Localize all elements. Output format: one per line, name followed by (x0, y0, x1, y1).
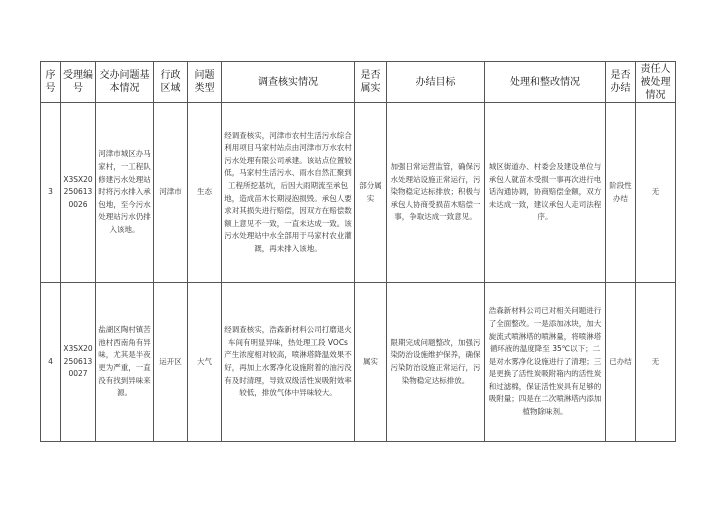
cell-type: 大气 (188, 283, 222, 442)
cell-is-true: 属实 (355, 283, 387, 442)
table-row (41, 103, 676, 283)
cell-investigation: 经调查核实，浩森新材料公司打磨退火车间有明显异味，热处理工段 VOCs 产生浓度相对较高，喷淋塔降温效果不好，再加上水雾净化设施附着的油污没有及时清理，导致双级活性炭吸附效率较低，排放气体中异味较大。 (222, 283, 355, 442)
cell-seq: 3 (41, 103, 61, 283)
cell-region: 运开区 (154, 283, 188, 442)
header-accountability: 责任人被处理情况 (636, 62, 676, 103)
header-region: 行政区域 (154, 62, 188, 103)
header-goal: 办结目标 (387, 62, 485, 103)
cell-handling: 城区街道办、村委会及建设单位与承包人就苗木受损一事再次进行电话沟通协调，协商赔偿金额，双方未达成一致，建议承包人走司法程序。 (485, 103, 606, 283)
cell-handling: 浩森新材料公司已对相关问题进行了全面整改。一是添加冰块，加大旋流式喷淋塔的喷淋量，将喷淋塔循环液的温度降至 35℃以下；二是对水雾净化设施进行了清理；三是更换了活性炭吸附箱内的活性炭和过滤棉，保证活性炭具有足够的吸附量；四是在二次喷淋塔内添加植物除味剂。 (485, 283, 606, 442)
header-row (41, 62, 676, 103)
cell-region: 河津市 (154, 103, 188, 283)
header-concluded: 是否办结 (606, 62, 636, 103)
cell-code: X3SX202506130026 (61, 103, 96, 283)
header-code: 受理编号 (61, 62, 96, 103)
table-row (41, 283, 676, 442)
cell-concluded: 已办结 (606, 283, 636, 442)
cell-investigation: 经调查核实，河津市农村生活污水综合利用项目马家村站点由河津市万水农村污水处理有限公司承建。该站点位置较低，马家村生活污水、雨水自然汇聚到工程所挖基坑，后因大雨期流至承包地，造成苗木长期浸泡损毁。承包人要求对其损失进行赔偿，因双方在赔偿数额上意见不一致，一直未达成一致。该污水处理站中水全部用于马家村农业灌溉，再未排入该地。 (222, 103, 355, 283)
cell-goal: 加强日常运营监管，确保污水处理站设施正常运行，污染物稳定达标排放；积极与承包人协商受损苗木赔偿一事，争取达成一致意见。 (387, 103, 485, 283)
header-issue: 交办问题基本情况 (96, 62, 154, 103)
cell-type: 生态 (188, 103, 222, 283)
cell-issue: 河津市城区办马家村，一工程队修建污水处理站时将污水排入承包地，至今污水处理站污水仍排入该地。 (96, 103, 154, 283)
header-handling: 处理和整改情况 (485, 62, 606, 103)
cell-accountability: 无 (636, 283, 676, 442)
cell-seq: 4 (41, 283, 61, 442)
cell-concluded: 阶段性办结 (606, 103, 636, 283)
cell-is-true: 部分属实 (355, 103, 387, 283)
header-investigation: 调查核实情况 (222, 62, 355, 103)
header-type: 问题类型 (188, 62, 222, 103)
cell-code: X3SX202506130027 (61, 283, 96, 442)
cell-accountability: 无 (636, 103, 676, 283)
header-is-true: 是否属实 (355, 62, 387, 103)
cell-goal: 限期完成问题整改，加强污染防治设施维护保养，确保污染防治设施正常运行，污染物稳定达标排放。 (387, 283, 485, 442)
cell-issue: 盐湖区陶村镇苦池村西南角有异味，尤其是半夜更为严重，一直没有找到异味来源。 (96, 283, 154, 442)
header-seq: 序号 (41, 62, 61, 103)
complaint-table (40, 61, 676, 442)
